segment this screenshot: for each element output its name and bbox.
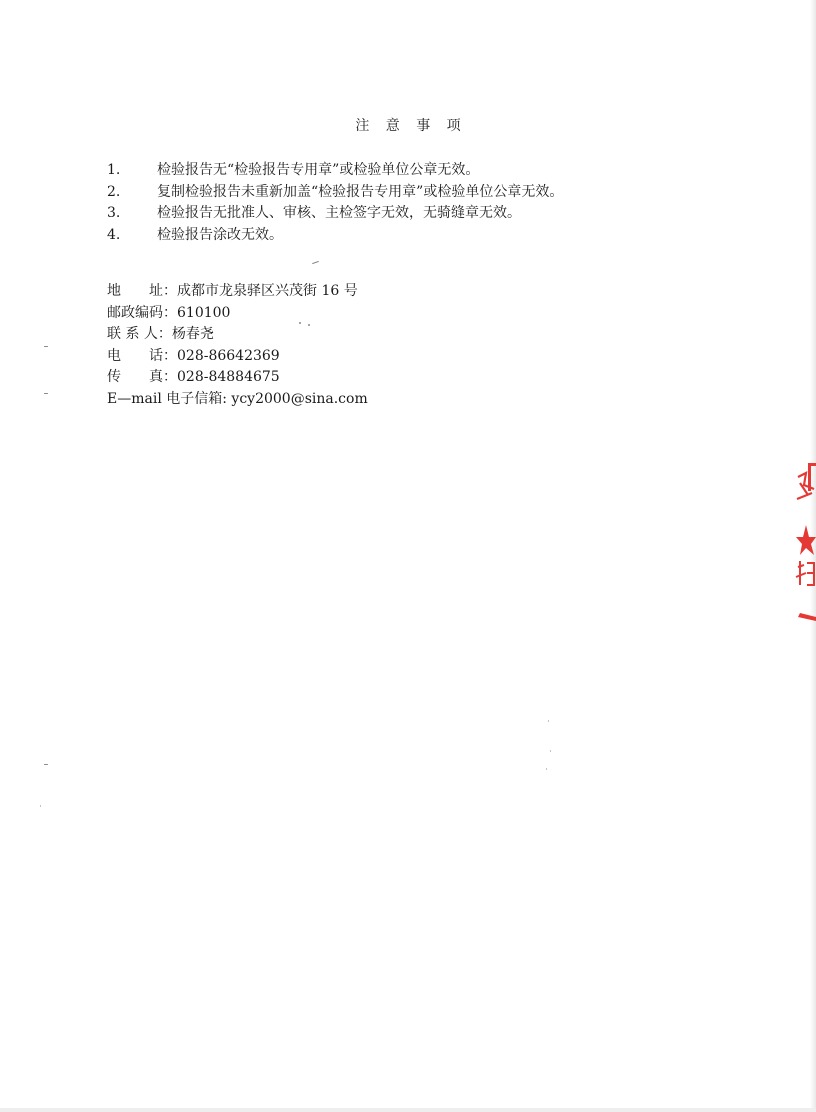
seal-stamp [794,455,816,625]
scan-speck [44,346,48,347]
contact-label: 电 话： [107,347,177,364]
scan-speck [546,768,547,770]
scan-speck [40,805,41,807]
contact-value: 杨春尧 [171,326,214,342]
scan-speck [44,393,48,394]
note-text: 检验报告无批准人、审核、主检签字无效，无骑缝章无效。 [157,205,521,221]
scan-speck [308,324,310,326]
scan-speck [312,261,319,264]
scan-speck [44,764,48,765]
scan-speck [548,720,549,722]
contact-label: 传 真： [107,369,177,385]
scan-speck [550,750,551,752]
note-text: 检验报告无“检验报告专用章”或检验单位公章无效。 [157,162,480,178]
contact-email [107,389,707,411]
note-number: 3. [107,205,121,221]
page-title: 注 意 事 项 [355,118,467,134]
note-number: 1. [107,162,121,178]
scan-speck [299,322,301,324]
note-item-1 [107,160,747,182]
scan-edge-bottom [0,1108,816,1112]
note-number: 4. [107,226,121,243]
contact-postcode [107,303,707,325]
contact-value: 610100 [177,304,231,321]
contact-label: E—mail 电子信箱: [107,390,232,407]
contact-label: 地 址： [107,283,177,299]
notes-list [107,160,747,246]
contact-label: 邮政编码： [107,304,177,321]
contact-phone [107,346,707,368]
contact-value: 028-84884675 [177,369,280,385]
note-item-3 [107,203,747,225]
note-number: 2. [107,183,121,200]
contact-fax [107,367,707,389]
contact-value: 成都市龙泉驿区兴茂街 16 号 [177,283,358,299]
note-item-2 [107,182,747,204]
contact-address [107,281,707,303]
note-item-4 [107,225,747,247]
contact-value: 028-86642369 [177,347,280,364]
contact-label: 联 系 人： [107,326,172,342]
contact-person [107,324,707,346]
note-text: 复制检验报告未重新加盖“检验报告专用章”或检验单位公章无效。 [157,183,564,200]
note-text: 检验报告涂改无效。 [157,226,283,243]
contact-value: ycy2000@sina.com [231,390,368,407]
contact-block [107,281,707,410]
